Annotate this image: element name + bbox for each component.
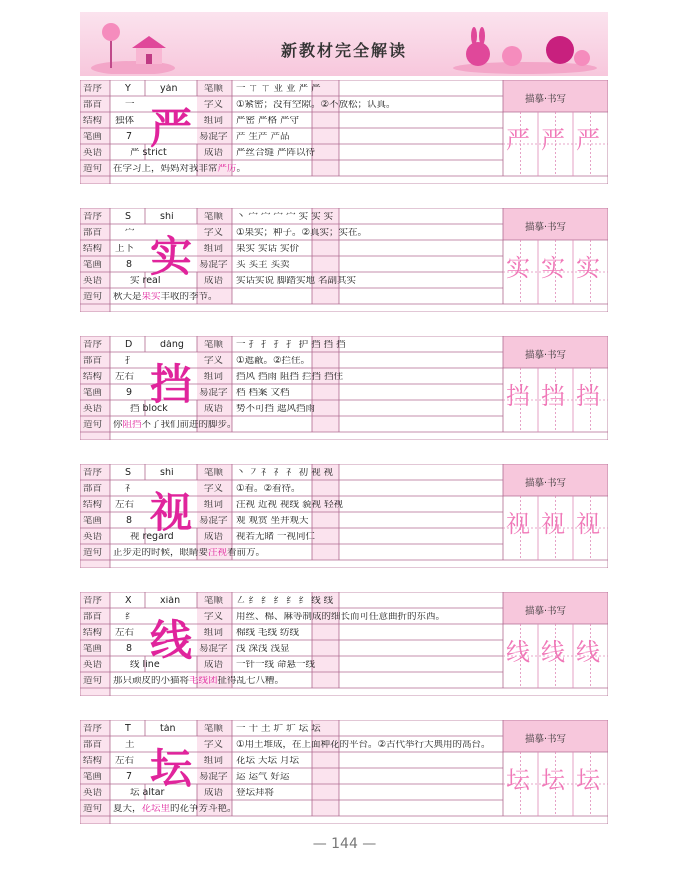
example-sentence <box>113 676 603 686</box>
meaning-label: 字义 <box>204 612 224 622</box>
idiom-label: 成语 <box>204 148 224 158</box>
order-label: 音序 <box>83 596 103 606</box>
trace-character: 视 <box>576 510 600 538</box>
pinyin-value: yán <box>160 84 178 94</box>
structure-value: 左右 <box>115 500 135 510</box>
trace-character: 视 <box>506 510 530 538</box>
sentence-text-after: 着前方。 <box>227 548 266 558</box>
trace-character: 视 <box>541 510 565 538</box>
structure-value: 独体 <box>115 116 135 126</box>
english-label: 英语 <box>83 276 103 286</box>
english-value: 视 regard <box>130 532 174 542</box>
structure-label: 结构 <box>83 628 103 638</box>
strokes-label: 笔画 <box>83 260 103 270</box>
trace-character: 线 <box>576 638 600 666</box>
radical-value: 纟 <box>125 612 135 622</box>
page-number: — 144 — <box>312 836 377 852</box>
trace-character: 实 <box>541 254 565 282</box>
confusable-label: 易混字 <box>199 260 228 270</box>
strokes-value: 7 <box>126 132 133 142</box>
trace-character: 挡 <box>506 382 530 410</box>
character-card <box>80 208 608 312</box>
confusable-value: 产 生产 产品 <box>236 132 290 142</box>
order-value: X <box>125 596 132 606</box>
sentence-label: 造句 <box>83 420 103 430</box>
pinyin-value: dǎng <box>160 340 184 350</box>
idiom-label: 成语 <box>204 660 224 670</box>
meaning-label: 字义 <box>204 484 224 494</box>
character-card <box>80 464 608 568</box>
radical-label: 部首 <box>83 100 103 110</box>
order-value: Y <box>125 84 131 94</box>
featured-character: 坛 <box>150 744 193 793</box>
meaning-value: ①遮蔽。②拦住。 <box>236 356 311 366</box>
stroke-order-value: 一 ㄒ ㄒ 亚 亚 严 严 <box>236 84 321 94</box>
idiom-value: 登坛拜将 <box>236 788 275 798</box>
words-label: 组词 <box>204 372 224 382</box>
meaning-label: 字义 <box>204 228 224 238</box>
confusable-label: 易混字 <box>199 772 228 782</box>
confusable-value: 买 买主 买卖 <box>236 260 290 270</box>
words-value: 挡风 挡雨 阻挡 拦挡 挡住 <box>236 372 344 382</box>
sentence-highlight-word: 毛线团 <box>189 676 218 686</box>
sentence-text-before: 在学习上，妈妈对我非常 <box>113 164 218 174</box>
structure-value: 左右 <box>115 372 135 382</box>
strokes-label: 笔画 <box>83 516 103 526</box>
stroke-order-value: 一 十 土 圹 圹 坛 坛 <box>236 724 321 734</box>
words-value: 花坛 天坛 月坛 <box>236 756 300 766</box>
idiom-value: 视若无睹 一视同仁 <box>236 532 316 542</box>
trace-panel-title: 描摹·书写 <box>525 222 567 233</box>
strokes-value: 8 <box>126 516 133 526</box>
meaning-value: ①看。②看待。 <box>236 484 301 494</box>
stroke-order-value: ㇜ 纟 纟 纟 纟 纟 线 线 <box>236 596 334 606</box>
confusable-label: 易混字 <box>199 132 228 142</box>
sentence-label: 造句 <box>83 292 103 302</box>
character-card <box>80 336 608 440</box>
english-label: 英语 <box>83 532 103 542</box>
character-card <box>80 80 608 184</box>
strokes-value: 9 <box>126 388 133 398</box>
radical-label: 部首 <box>83 484 103 494</box>
example-sentence <box>113 548 603 558</box>
sentence-text-before: 你 <box>113 420 123 430</box>
radical-label: 部首 <box>83 740 103 750</box>
sentence-text-after: 。 <box>236 164 247 174</box>
strokes-label: 笔画 <box>83 132 103 142</box>
radical-label: 部首 <box>83 228 103 238</box>
order-label: 音序 <box>83 212 103 222</box>
structure-label: 结构 <box>83 116 103 126</box>
order-value: D <box>125 340 133 350</box>
idiom-label: 成语 <box>204 532 224 542</box>
featured-character: 线 <box>150 616 193 665</box>
trace-panel-title: 描摹·书写 <box>525 478 567 489</box>
radical-value: 一 <box>125 100 135 110</box>
confusable-value: 观 观赏 坐井观天 <box>236 516 309 526</box>
stroke-order-label: 笔顺 <box>204 724 224 734</box>
structure-label: 结构 <box>83 500 103 510</box>
page-header-title: 新教材完全解读 <box>280 41 407 60</box>
order-value: T <box>125 724 131 734</box>
order-label: 音序 <box>83 84 103 94</box>
words-label: 组词 <box>204 500 224 510</box>
trace-character: 严 <box>541 126 565 154</box>
trace-panel-title: 描摹·书写 <box>525 350 567 361</box>
words-value: 果实 实话 实价 <box>236 244 300 254</box>
english-value: 挡 block <box>130 404 168 414</box>
trace-character: 严 <box>506 126 530 154</box>
idiom-value: 势不可挡 遮风挡雨 <box>236 404 316 414</box>
radical-value: 礻 <box>125 484 135 494</box>
meaning-value: ①紧密；没有空隙。②不放松；认真。 <box>236 100 396 110</box>
trace-character: 坛 <box>541 766 565 794</box>
example-sentence <box>113 804 603 814</box>
english-value: 线 line <box>130 660 160 670</box>
strokes-label: 笔画 <box>83 644 103 654</box>
confusable-value: 浅 深浅 浅显 <box>236 644 290 654</box>
confusable-label: 易混字 <box>199 388 228 398</box>
character-card <box>80 592 608 696</box>
example-sentence <box>113 164 603 174</box>
meaning-value: ①用土堆成，在上面种花的平台。②古代举行大典用的高台。 <box>236 740 491 750</box>
sentence-highlight-word: 花坛里 <box>141 804 171 814</box>
featured-character: 挡 <box>150 360 193 409</box>
pinyin-value: shì <box>160 468 174 478</box>
order-label: 音序 <box>83 340 103 350</box>
stroke-order-value: 丶 ㇇ 礻 礻 礻 初 视 视 <box>236 468 334 478</box>
trace-panel-title: 描摹·书写 <box>525 734 567 745</box>
structure-value: 上下 <box>115 244 135 254</box>
order-label: 音序 <box>83 724 103 734</box>
radical-value: 扌 <box>125 356 135 366</box>
radical-label: 部首 <box>83 356 103 366</box>
trace-character: 实 <box>576 254 600 282</box>
sentence-highlight-word: 严厉 <box>217 164 237 174</box>
confusable-value: 运 运气 好运 <box>236 772 290 782</box>
strokes-value: 8 <box>126 260 133 270</box>
idiom-value: 严丝合缝 严阵以待 <box>236 148 316 158</box>
pinyin-value: xiàn <box>160 596 181 606</box>
structure-value: 左右 <box>115 628 135 638</box>
confusable-label: 易混字 <box>199 516 228 526</box>
rabbit-illustration <box>450 20 600 74</box>
trace-character: 实 <box>506 254 530 282</box>
idiom-value: 一针一线 命悬一线 <box>236 660 316 670</box>
english-value: 实 real <box>130 276 161 286</box>
meaning-value: ①果实；种子。②真实；实在。 <box>236 228 368 238</box>
confusable-label: 易混字 <box>199 644 228 654</box>
trace-character: 挡 <box>541 382 565 410</box>
stroke-order-label: 笔顺 <box>204 84 224 94</box>
stroke-order-label: 笔顺 <box>204 596 224 606</box>
sentence-label: 造句 <box>83 164 103 174</box>
pinyin-value: tán <box>160 724 176 734</box>
sentence-text-before: 夏天， <box>113 804 142 814</box>
sentence-text-after: 丰收的季节。 <box>160 292 218 302</box>
idiom-label: 成语 <box>204 276 224 286</box>
meaning-label: 字义 <box>204 100 224 110</box>
strokes-label: 笔画 <box>83 388 103 398</box>
words-label: 组词 <box>204 116 224 126</box>
header-banner <box>80 12 608 76</box>
words-label: 组词 <box>204 628 224 638</box>
order-value: S <box>125 468 132 478</box>
words-value: 注视 近视 视线 藐视 轻视 <box>236 500 344 510</box>
sentence-text-before: 正步走的时候，眼睛要 <box>113 548 209 558</box>
featured-character: 视 <box>150 488 193 537</box>
sentence-text-before: 秋天是 <box>113 292 142 302</box>
sentence-label: 造句 <box>83 804 103 814</box>
english-label: 英语 <box>83 404 103 414</box>
pinyin-value: shí <box>160 212 174 222</box>
featured-character: 实 <box>150 232 193 281</box>
sentence-highlight-word: 阻挡 <box>122 420 142 430</box>
idiom-value: 实话实说 脚踏实地 名副其实 <box>236 276 357 286</box>
words-label: 组词 <box>204 756 224 766</box>
english-label: 英语 <box>83 788 103 798</box>
words-value: 严密 严格 严守 <box>236 116 300 126</box>
meaning-label: 字义 <box>204 356 224 366</box>
stroke-order-value: 丶 宀 宀 宀 宀 实 实 实 <box>236 212 334 222</box>
trace-character: 坛 <box>576 766 600 794</box>
trace-panel-title: 描摹·书写 <box>525 94 567 105</box>
stroke-order-label: 笔顺 <box>204 340 224 350</box>
trace-character: 线 <box>506 638 530 666</box>
sentence-label: 造句 <box>83 676 103 686</box>
order-label: 音序 <box>83 468 103 478</box>
structure-label: 结构 <box>83 372 103 382</box>
confusable-value: 档 档案 文档 <box>236 388 290 398</box>
order-value: S <box>125 212 132 222</box>
strokes-value: 8 <box>126 644 133 654</box>
trace-character: 坛 <box>506 766 530 794</box>
english-value: 坛 altar <box>130 788 165 798</box>
idiom-label: 成语 <box>204 404 224 414</box>
sentence-label: 造句 <box>83 548 103 558</box>
stroke-order-label: 笔顺 <box>204 468 224 478</box>
sentence-text-after: 的花争芳斗艳。 <box>170 804 237 814</box>
radical-value: 宀 <box>125 228 135 238</box>
trace-character: 严 <box>576 126 600 154</box>
idiom-label: 成语 <box>204 788 224 798</box>
english-label: 英语 <box>83 148 103 158</box>
example-sentence <box>113 292 603 302</box>
trace-panel-title: 描摹·书写 <box>525 606 567 617</box>
structure-label: 结构 <box>83 244 103 254</box>
english-value: 严 strict <box>130 148 167 158</box>
featured-character: 严 <box>150 104 193 153</box>
meaning-value: 用丝、棉、麻等制成的细长而可任意曲折的东西。 <box>236 612 446 622</box>
stroke-order-label: 笔顺 <box>204 212 224 222</box>
words-label: 组词 <box>204 244 224 254</box>
stroke-order-value: 一 扌 扌 扌 扌 护 挡 挡 挡 <box>236 340 346 350</box>
words-value: 棉线 毛线 纺线 <box>236 628 300 638</box>
structure-label: 结构 <box>83 756 103 766</box>
strokes-value: 7 <box>126 772 133 782</box>
trace-character: 挡 <box>576 382 600 410</box>
radical-label: 部首 <box>83 612 103 622</box>
sentence-text-before: 那只顽皮的小猫将 <box>113 676 190 686</box>
trace-character: 线 <box>541 638 565 666</box>
strokes-label: 笔画 <box>83 772 103 782</box>
sentence-text-after: 扯得乱七八糟。 <box>217 676 285 686</box>
example-sentence <box>113 420 603 430</box>
character-card <box>80 720 608 824</box>
sentence-highlight-word: 果实 <box>141 292 161 302</box>
english-label: 英语 <box>83 660 103 670</box>
sentence-text-after: 不了我们前进的脚步。 <box>141 420 237 430</box>
structure-value: 左右 <box>115 756 135 766</box>
meaning-label: 字义 <box>204 740 224 750</box>
radical-value: 土 <box>125 740 135 750</box>
sentence-highlight-word: 注视 <box>208 548 228 558</box>
